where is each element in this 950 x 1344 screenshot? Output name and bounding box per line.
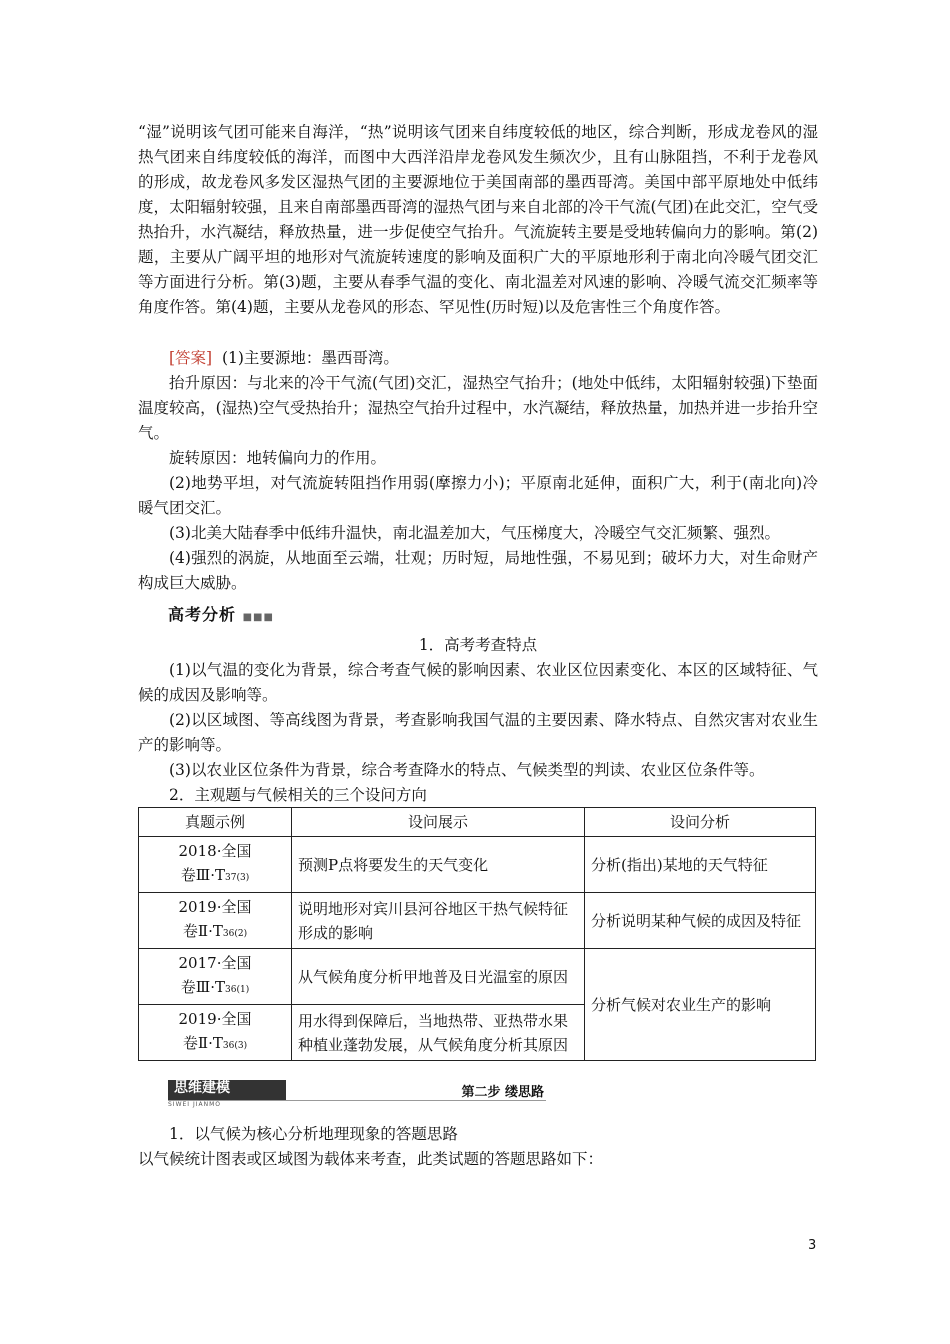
page-number: 3 — [808, 1238, 817, 1253]
banner-step: 第二步 缕思路 — [461, 1085, 544, 1100]
answer-line-1 — [138, 346, 818, 371]
answer-1-text: (1)主要源地：墨西哥湾。 — [221, 349, 399, 367]
exam-year: 2019·全国 — [178, 1010, 252, 1028]
table-row — [139, 949, 816, 1005]
exam-year: 2018·全国 — [178, 842, 252, 860]
table-header: 设问分析 — [585, 808, 816, 837]
question-text: 预测P点将要发生的天气变化 — [292, 837, 585, 893]
exam-source — [139, 837, 292, 893]
gaokao-heading-text: 高考分析 — [168, 605, 237, 624]
question-table — [138, 807, 816, 1061]
exam-source — [139, 1005, 292, 1061]
question-analysis: 分析说明某种气候的成因及特征 — [585, 893, 816, 949]
question-text: 用水得到保障后，当地热带、亚热带水果种植业蓬勃发展，从气候角度分析其原因 — [292, 1005, 585, 1061]
exam-source — [139, 893, 292, 949]
banner-pinyin: SIWEI JIANMO — [168, 1101, 222, 1108]
answer-rotate-reason: 旋转原因：地转偏向力的作用。 — [169, 449, 387, 467]
table-row — [139, 837, 816, 893]
exam-year: 2017·全国 — [178, 954, 252, 972]
exam-question-num: 36(3) — [222, 1041, 248, 1051]
model-line-2: 以气候统计图表或区域图为载体来考查，此类试题的答题思路如下： — [138, 1150, 604, 1168]
gaokao-heading — [168, 602, 274, 625]
question-analysis: 分析(指出)某地的天气特征 — [585, 837, 816, 893]
answer-3: (3)北美大陆春季中低纬升温快，南北温差加大，气压梯度大，冷暖空气交汇频繁、强烈。 — [169, 524, 780, 542]
table-header: 设问展示 — [292, 808, 585, 837]
answer-2: (2)地势平坦，对气流旋转阻挡作用弱(摩擦力小)；平原南北延伸，面积广大，利于(南北向)冷暖气团交汇。 — [138, 474, 818, 517]
gaokao-point-3: (3)以农业区位条件为背景，综合考查降水的特点、气候类型的判读、农业区位条件等。 — [169, 761, 765, 779]
section-banner — [168, 1080, 546, 1101]
table-header-row — [139, 808, 816, 837]
banner-title: 思维建模 — [168, 1080, 286, 1100]
exam-paper: 卷Ⅱ·T — [182, 922, 223, 940]
exam-question-num: 36(2) — [222, 929, 248, 939]
gaokao-point-1: (1)以气温的变化为背景，综合考查气候的影响因素、农业区位因素变化、本区的区域特征、气候的成因及影响等。 — [138, 661, 818, 704]
heading-dots: ■■■ — [242, 612, 274, 623]
model-line-1: 1．以气候为核心分析地理现象的答题思路 — [169, 1125, 458, 1143]
table-header: 真题示例 — [139, 808, 292, 837]
gaokao-subtitle-2: 2．主观题与气候相关的三个设问方向 — [169, 786, 427, 804]
answer-tag: [答案] — [169, 349, 213, 367]
answer-lift-reason: 抬升原因：与北来的冷干气流(气团)交汇，湿热空气抬升；(地处中低纬，太阳辐射较强)下垫面温度较高，(湿热)空气受热抬升；湿热空气抬升过程中，水汽凝结，释放热量，加热并进一步抬升空气。 — [138, 374, 818, 442]
exam-paper: 卷Ⅱ·T — [182, 1034, 223, 1052]
question-text: 说明地形对宾川县河谷地区干热气候特征形成的影响 — [292, 893, 585, 949]
exam-year: 2019·全国 — [178, 898, 252, 916]
question-text: 从气候角度分析甲地普及日光温室的原因 — [292, 949, 585, 1005]
exam-paper: 卷Ⅲ·T — [180, 978, 226, 996]
gaokao-point-2: (2)以区域图、等高线图为背景，考查影响我国气温的主要因素、降水特点、自然灾害对农业生产的影响等。 — [138, 711, 818, 754]
question-analysis: 分析气候对农业生产的影响 — [585, 949, 816, 1061]
table-row — [139, 893, 816, 949]
intro-paragraph: “湿”说明该气团可能来自海洋，“热”说明该气团来自纬度较低的地区，综合判断，形成龙卷风的湿热气团来自纬度较低的海洋，而图中大西洋沿岸龙卷风发生频次少，且有山脉阻挡，不利于龙卷风的形成，故龙卷风多发区湿热气团的主要源地位于美国南部的墨西哥湾。美国中部平原地处中低纬度，太阳辐射较强，且来自南部墨西哥湾的湿热气团与来自北部的冷干气流(气团)在此交汇，空气受热抬升，水汽凝结，释放热量，进一步促使空气抬升。气流旋转主要是受地转偏向力的影响。第(2)题，主要从广阔平坦的地形对气流旋转速度的影响及面积广大的平原地形利于南北向冷暖气团交汇等方面进行分析。第(3)题，主要从春季气温的变化、南北温差对风速的影响、冷暖气流交汇频率等角度作答。第(4)题，主要从龙卷风的形态、罕见性(历时短)以及危害性三个角度作答。 — [138, 123, 818, 316]
answer-4: (4)强烈的涡旋，从地面至云端，壮观；历时短，局地性强，不易见到；破坏力大，对生命财产构成巨大威胁。 — [138, 549, 818, 592]
exam-question-num: 37(3) — [225, 873, 250, 883]
exam-source — [139, 949, 292, 1005]
gaokao-title: 1．高考考查特点 — [418, 636, 538, 654]
exam-paper: 卷Ⅲ·T — [180, 866, 226, 884]
exam-question-num: 36(1) — [225, 985, 250, 995]
